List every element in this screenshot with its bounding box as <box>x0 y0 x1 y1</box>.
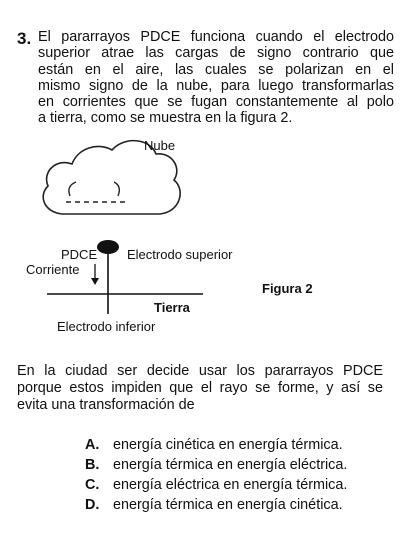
lead-line: En la ciudad ser decide usar los pararrayos PDCE <box>17 363 383 379</box>
upper-electrode-label: Electrodo superior <box>127 247 233 262</box>
lead-line: evita una transformación de <box>17 397 195 413</box>
option-text: energía cinética en energía térmica. <box>113 437 343 453</box>
current-label: Corriente <box>26 262 80 277</box>
option-b[interactable] <box>85 457 347 477</box>
lower-electrode-label: Electrodo inferior <box>57 319 156 334</box>
stem-line: en corrientes que se fugan constantemente al polo <box>38 94 394 111</box>
option-letter: B. <box>85 457 100 473</box>
question-lead <box>17 363 383 414</box>
option-letter: D. <box>85 497 100 513</box>
upper-electrode-ball <box>97 240 119 254</box>
question-number: 3. <box>17 29 32 48</box>
ground-label: Tierra <box>154 300 190 315</box>
option-text: energía térmica en energía cinética. <box>113 497 343 513</box>
figure-caption: Figura 2 <box>262 281 313 296</box>
pdce-label: PDCE <box>61 247 98 262</box>
stem-line: superior atrae las cargas de signo contrario que <box>38 45 394 62</box>
stem-line: a tierra, como se muestra en la figura 2. <box>38 110 293 127</box>
cloud-left-curve <box>69 182 76 196</box>
stem-line: mismo signo de la nube, para luego transformarlas <box>38 77 394 94</box>
cloud-label: Nube <box>144 138 176 153</box>
option-c[interactable] <box>85 477 347 497</box>
option-letter: A. <box>85 437 100 453</box>
cloud-right-curve <box>114 182 119 196</box>
option-letter: C. <box>85 477 100 493</box>
stem-line: están en el aire, las cuales se polarizan en el <box>38 61 394 78</box>
current-arrow-head <box>91 278 99 285</box>
answer-options <box>85 437 347 517</box>
option-a[interactable] <box>85 437 347 457</box>
option-text: energía térmica en energía eléctrica. <box>113 457 348 473</box>
option-text: energía eléctrica en energía térmica. <box>113 477 348 493</box>
stem-line: El pararrayos PDCE funciona cuando el electrodo <box>38 29 394 45</box>
lead-line: porque estos impiden que el rayo se forme, y así se <box>17 380 383 396</box>
option-d[interactable] <box>85 497 347 517</box>
